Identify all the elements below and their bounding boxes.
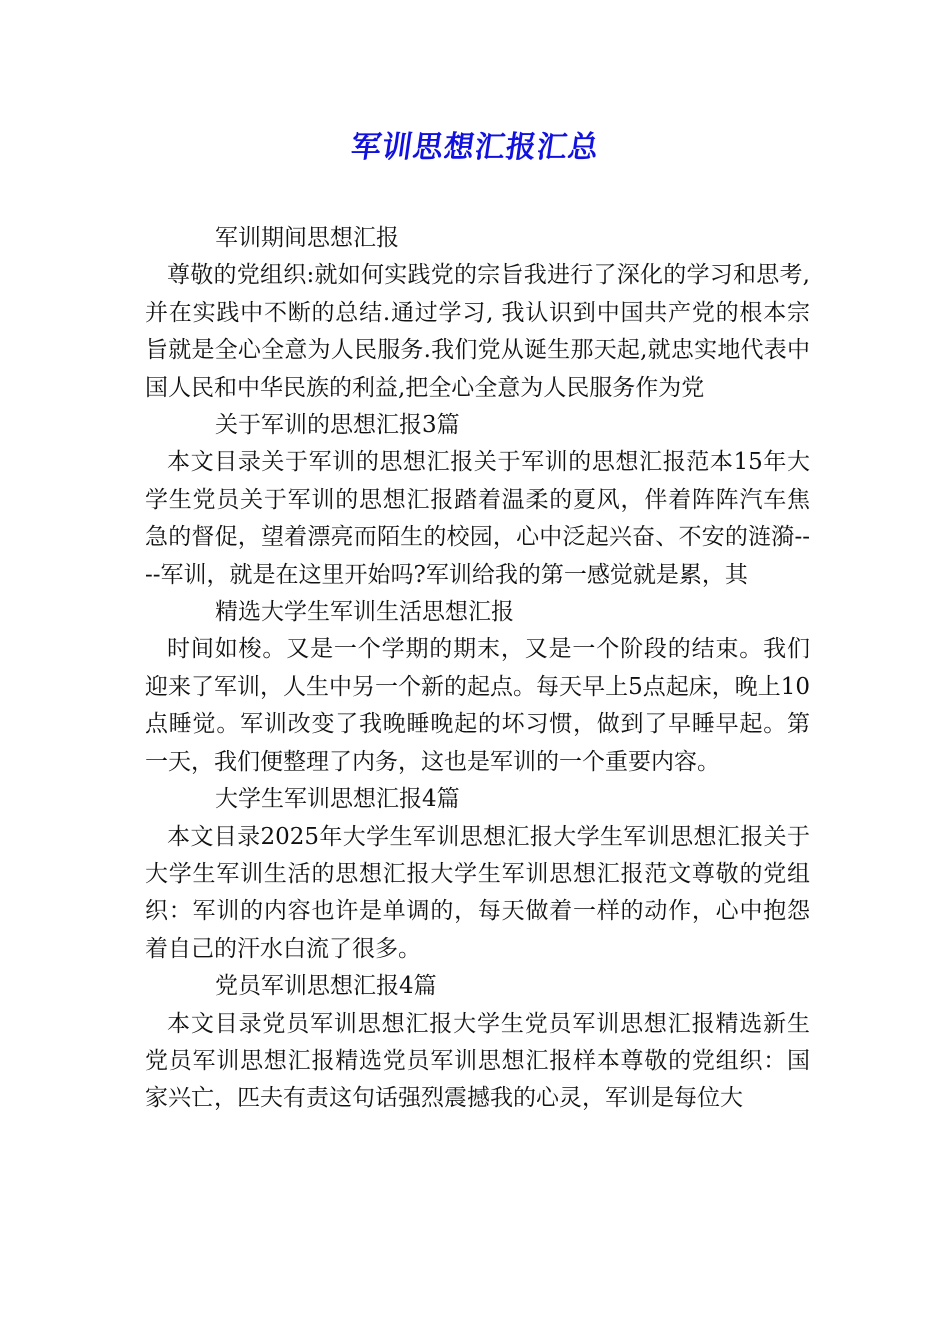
section-body: 本文目录党员军训思想汇报大学生党员军训思想汇报精选新生党员军训思想汇报精选党员军训思想汇报样本尊敬的党组织：国家兴亡，匹夫有责这句话强烈震撼我的心灵，军训是每位大: [145, 1010, 810, 1112]
section-body: 时间如梭。又是一个学期的期末，又是一个阶段的结束。我们迎来了军训，人生中另一个新的起点。每天早上5点起床，晚上10点睡觉。军训改变了我晚睡晚起的坏习惯，做到了早睡早起。第一天，我们便整理了内务，这也是军训的一个重要内容。: [145, 636, 810, 775]
section-heading: 军训期间思想汇报: [215, 225, 399, 251]
section-heading: 大学生军训思想汇报4篇: [215, 786, 460, 813]
document-content: [145, 220, 810, 1118]
section-body: 尊敬的党组织:就如何实践党的宗旨我进行了深化的学习和思考,并在实践中不断的总结.通过学习, 我认识到中国共产党的根本宗旨就是全心全意为人民服务.我们党从诞生那天起,就忠实地代表中国人民和中华民族的利益,把全心全意为人民服务作为党: [145, 262, 810, 401]
section-heading: 党员军训思想汇报4篇: [215, 973, 437, 1000]
section-heading: 关于军训的思想汇报3篇: [215, 412, 460, 439]
section-body: 本文目录关于军训的思想汇报关于军训的思想汇报范本15年大学生党员关于军训的思想汇报踏着温柔的夏风，伴着阵阵汽车焦急的督促，望着漂亮而陌生的校园，心中泛起兴奋、不安的涟漪----军训，就是在这里开始吗?军训给我的第一感觉就是累，其: [145, 449, 810, 588]
section-heading: 精选大学生军训生活思想汇报: [215, 599, 514, 626]
document-title: 军训思想汇报汇总: [348, 130, 602, 165]
section-body: 本文目录2025年大学生军训思想汇报大学生军训思想汇报关于大学生军训生活的思想汇报大学生军训思想汇报范文尊敬的党组织：军训的内容也许是单调的，每天做着一样的动作，心中抱怨着自己的汗水白流了很多。: [145, 823, 810, 962]
